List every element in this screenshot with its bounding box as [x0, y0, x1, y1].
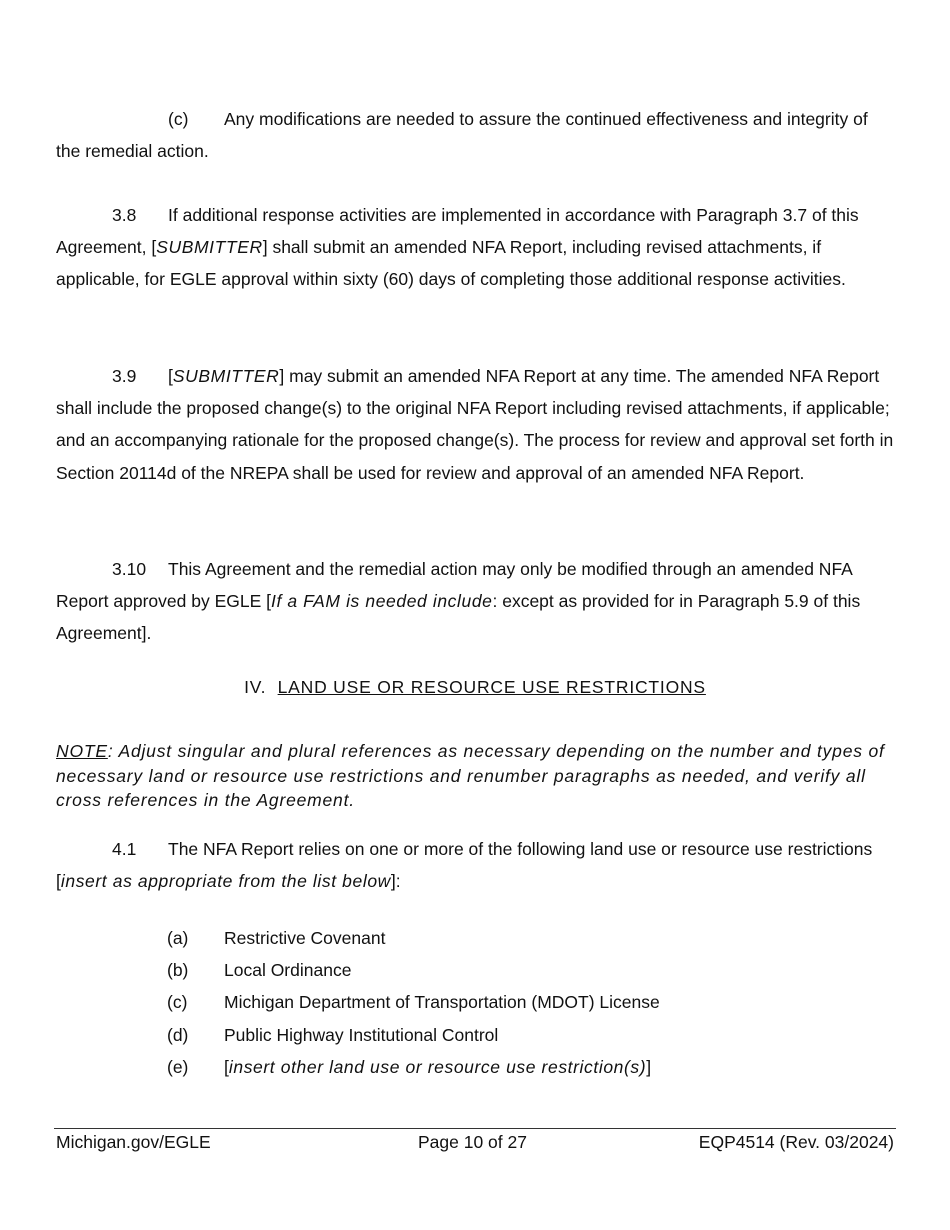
- list-item: (c) Michigan Department of Transportation (MDOT) License: [167, 992, 660, 1013]
- section-heading: [0, 676, 950, 698]
- paragraph-3-10: 3.10 This Agreement and the remedial action may only be modified through an amended NFA Report approved by EGLE [If a FAM is needed include: except as provided for in Paragraph 5.9 of this Agreement].: [56, 553, 896, 650]
- footer-form-id: EQP4514 (Rev. 03/2024): [698, 1132, 894, 1152]
- note-label: NOTE: [56, 741, 108, 761]
- item-c-text: Any modifications are needed to assure the continued effectiveness and integrity of the remedial action.: [56, 109, 868, 162]
- submitter-placeholder: SUBMITTER: [156, 237, 263, 258]
- list-item: (e) [insert other land use or resource use restriction(s)]: [167, 1056, 652, 1077]
- section-title: LAND USE OR RESOURCE USE RESTRICTIONS: [277, 677, 706, 697]
- section-numeral: IV.: [244, 677, 267, 697]
- footer-website: Michigan.gov/EGLE: [56, 1132, 211, 1152]
- restrictions-list: [167, 922, 867, 1083]
- note-text: : Adjust singular and plural references as necessary depending on the number and types of necessary land or resource use restrictions and renumber paragraphs as needed, and verify all cross references in the Agreement.: [56, 741, 885, 810]
- submitter-placeholder: SUBMITTER: [172, 366, 280, 386]
- paragraph-number: 3.9: [112, 366, 137, 386]
- paragraph-number: 4.1: [112, 839, 137, 859]
- fam-placeholder: If a FAM is needed include: [270, 591, 493, 612]
- item-c-paragraph: [56, 103, 896, 167]
- insert-placeholder: insert other land use or resource use restriction(s): [228, 1056, 647, 1077]
- list-item: (b) Local Ordinance: [167, 960, 352, 981]
- paragraph-number: 3.8: [112, 205, 137, 225]
- paragraph-number: 3.10: [112, 559, 147, 579]
- paragraph-4-1: 4.1 The NFA Report relies on one or more of the following land use or resource use restrictions [insert as appropriate from the list below]:: [56, 833, 896, 897]
- list-item: (a) Restrictive Covenant: [167, 928, 386, 948]
- footer-page-number: Page 10 of 27: [418, 1132, 527, 1152]
- list-item: (d) Public Highway Institutional Control: [167, 1024, 499, 1045]
- note-block: [56, 739, 886, 813]
- insert-placeholder: insert as appropriate from the list below: [60, 871, 391, 892]
- paragraph-3-9: 3.9 [SUBMITTER] may submit an amended NFA Report at any time. The amended NFA Report shall include the proposed change(s) to the original NFA Report including revised attachments, if applicable; and an accompanying rationale for the proposed change(s). The process for review and approval set forth in Section 20114d of the NREPA shall be used for review and approval of an amended NFA Report.: [56, 360, 896, 489]
- item-c-label: (c): [168, 109, 189, 129]
- paragraph-3-8: 3.8 If additional response activities are implemented in accordance with Paragraph 3.7 of this Agreement, [SUBMITTER] shall submit an amended NFA Report, including revised attachments, if applicable, for EGLE approval within sixty (60) days of completing those additional response activities.: [56, 199, 896, 296]
- footer-divider: [54, 1128, 896, 1129]
